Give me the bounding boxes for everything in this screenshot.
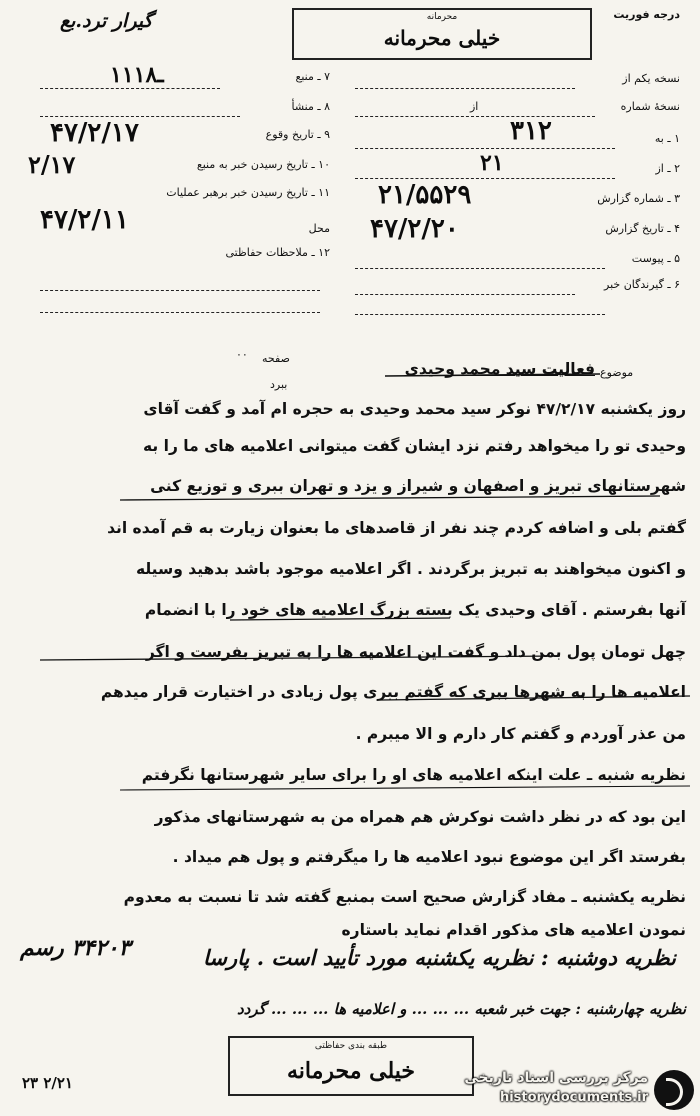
field-receipt-source-value: ۲/۱۷ (28, 150, 76, 179)
extra-label: ببرد (270, 378, 288, 391)
field-origin-label: ۸ ـ منشأ (291, 100, 330, 113)
handwritten-note-number: ۳۴۲۰۳ رسم (20, 935, 131, 961)
field-from-line (355, 178, 615, 179)
body-line: من عذر آوردم و گفتم کار دارم و الا میبرم . (355, 725, 686, 743)
field-notes-label: ۱۲ ـ ملاحظات حفاظتی (225, 246, 330, 259)
classification-stamp (292, 8, 592, 60)
field-source-label: ۷ ـ منبع (295, 70, 330, 83)
classification-stamp-top: محرمانه (426, 12, 458, 22)
field-event-date-value: ۴۷/۲/۱۷ (50, 118, 139, 148)
handwritten-note-wednesday: نظریه چهارشنبه : جهت خبر شعبه ... ... ... و اعلامیه ها ... ... ... گردد (236, 1000, 686, 1018)
page-value: ۰۰ (236, 348, 248, 361)
page-label: صفحه (262, 352, 290, 365)
field-to-label: ۱ ـ به (654, 132, 680, 145)
bottom-date-note: ۲۳ ۲/۲۱ (22, 1074, 73, 1092)
field-report-number-value: ۲۱/۵۵۲۹ (378, 180, 472, 210)
body-line: این بود که در نظر داشت نوکرش هم همراه من به شهرستانهای مذکور (154, 808, 686, 826)
field-source-line (40, 88, 220, 89)
subject-value: فعالیت سید محمد وحیدی (404, 360, 595, 378)
field-attachment-line (355, 268, 605, 269)
field-receipt-ops-value: ۴۷/۲/۱۱ (40, 205, 129, 235)
field-report-number-label: ۳ ـ شماره گزارش (597, 192, 680, 205)
body-line: وحیدی تو را میخواهد رفتم نزد ایشان گفت میتوانی اعلامیه های ما را به (143, 437, 686, 455)
body-line: شهرستانهای تبریز و اصفهان و شیراز و یزد و تهران ببری و توزیع کنی (150, 477, 686, 495)
field-copy-number-line (355, 116, 595, 117)
field-receipt-source-label: ۱۰ ـ تاریخ رسیدن خبر به منبع (196, 158, 330, 171)
body-line: روز یکشنبه ۴۷/۲/۱۷ نوکر سید محمد وحیدی به حجره ام آمد و گفت آقای (143, 400, 686, 418)
subject-label: موضوع (600, 366, 634, 379)
body-line: آنها بفرستم . آقای وحیدی یک بسته بزرگ اعلامیه های خود را با انضمام (144, 601, 686, 619)
field-to-value: ۳۱۲ (510, 116, 552, 146)
watermark-title: مرکز بررسی اسناد تاریخی (464, 1070, 648, 1086)
field-report-date-value: ۴۷/۲/۲۰ (370, 214, 459, 244)
field-report-date-label: ۴ ـ تاریخ گزارش (605, 222, 680, 235)
body-line: اعلامیه ها را به شهرها ببری که گفتم ببری پول زیادی در اختیارت قرار میدهم (100, 683, 686, 701)
top-left-note: گیرار ترد.بع (60, 10, 153, 32)
bottom-stamp-top: طبقه بندی حفاظتی (314, 1041, 388, 1051)
field-source-value: ۱۱۱ـ۸ (110, 62, 164, 88)
classification-stamp-main: خیلی محرمانه (383, 26, 501, 50)
body-line: و اکنون میخواهند به تبریز برگردند . اگر اعلامیه موجود باشد بدهید وسیله (135, 560, 686, 578)
bottom-stamp-main: خیلی محرمانه (286, 1058, 416, 1084)
handwritten-note-monday: نظریه دوشنبه : نظریه یکشنبه مورد تأیید است . پارسا (203, 945, 676, 970)
body-line: چهل تومان پول بمن داد و گفت این اعلامیه ها را به تبریز بفرست و اگر (145, 643, 686, 661)
body-line: نظریه شنبه ـ علت اینکه اعلامیه های او را برای سایر شهرستانها نگرفتم (141, 766, 686, 784)
field-receipt-ops-label: ۱۱ ـ تاریخ رسیدن خبر برهبر عملیات (166, 186, 330, 199)
field-notes-line-2 (40, 312, 320, 313)
field-origin-line (40, 116, 240, 117)
field-copy-number-value: از (470, 100, 479, 113)
body-line: نظریه یکشنبه ـ مفاد گزارش صحیح است بمنبع گفته شد تا نسبت به معدوم (123, 888, 686, 906)
field-from-value: ۲۱ (480, 150, 504, 176)
field-from-label: ۲ ـ از (655, 162, 680, 175)
watermark (394, 1068, 694, 1112)
field-recipients-line-2 (355, 314, 605, 315)
field-notes-line-1 (40, 290, 320, 291)
field-copy-line (355, 88, 575, 89)
field-recipients-line-1 (355, 294, 575, 295)
field-to-line (355, 148, 615, 149)
priority-label: درجه فوریت (613, 8, 680, 21)
field-attachment-label: ۵ ـ پیوست (631, 252, 680, 265)
field-event-date-label: ۹ ـ تاریخ وقوع (265, 128, 330, 141)
body-line: نمودن اعلامیه های مذکور اقدام نماید باستاره (341, 921, 686, 939)
field-copy-number-label: نسخهٔ شماره (620, 100, 680, 113)
field-recipients-label: ۶ ـ گیرندگان خبر (604, 278, 680, 291)
field-copy-label: نسخه یکم از (622, 72, 680, 85)
body-line: گفتم بلی و اضافه کردم چند نفر از قاصدهای ما بعنوان زیارت به قم آمده اند (107, 519, 686, 537)
field-place-label: محل (308, 222, 330, 235)
body-line: بفرستد اگر این موضوع نبود اعلامیه ها را میگرفتم و پول هم میداد . (172, 848, 686, 866)
watermark-logo-icon (654, 1070, 694, 1110)
watermark-url: historydocuments.ir (499, 1090, 648, 1105)
